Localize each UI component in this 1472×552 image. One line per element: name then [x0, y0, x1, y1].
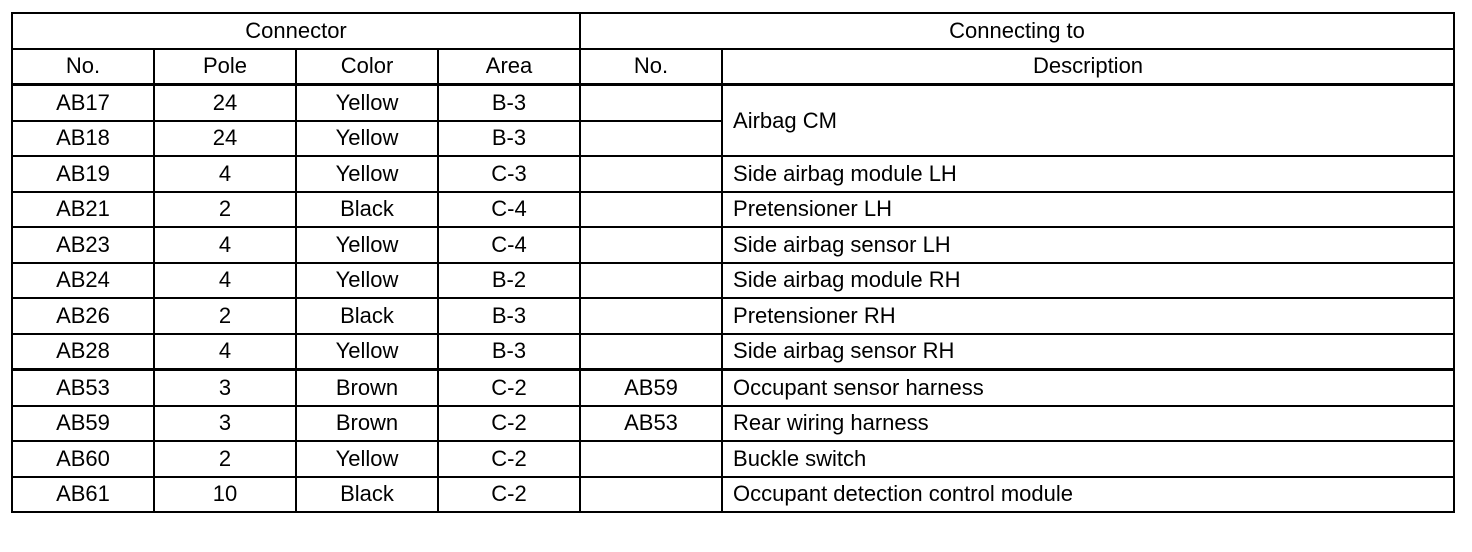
cell-pole: 3	[154, 406, 296, 442]
cell-description: Side airbag module LH	[722, 156, 1454, 192]
cell-pole: 4	[154, 263, 296, 299]
cell-conn-no	[580, 85, 722, 121]
table-row	[12, 406, 1454, 442]
table-row	[12, 156, 1454, 192]
table-row	[12, 298, 1454, 334]
cell-description: Airbag CM	[722, 85, 1454, 157]
table-row	[12, 263, 1454, 299]
cell-area: C-3	[438, 156, 580, 192]
cell-no: AB23	[12, 227, 154, 263]
table-row	[12, 441, 1454, 477]
cell-conn-no	[580, 298, 722, 334]
cell-pole: 4	[154, 334, 296, 370]
cell-pole: 24	[154, 85, 296, 121]
table-row	[12, 227, 1454, 263]
table-row	[12, 334, 1454, 370]
cell-description: Side airbag module RH	[722, 263, 1454, 299]
cell-conn-no: AB53	[580, 406, 722, 442]
cell-conn-no	[580, 227, 722, 263]
header-no: No.	[12, 49, 154, 85]
cell-description: Pretensioner LH	[722, 192, 1454, 228]
cell-color: Black	[296, 477, 438, 513]
cell-area: B-2	[438, 263, 580, 299]
cell-color: Yellow	[296, 121, 438, 157]
cell-area: B-3	[438, 85, 580, 121]
cell-conn-no	[580, 156, 722, 192]
cell-no: AB21	[12, 192, 154, 228]
cell-area: C-2	[438, 406, 580, 442]
cell-no: AB53	[12, 370, 154, 406]
header-row-groups	[12, 13, 1454, 49]
cell-no: AB61	[12, 477, 154, 513]
header-conn-no: No.	[580, 49, 722, 85]
cell-pole: 24	[154, 121, 296, 157]
header-pole: Pole	[154, 49, 296, 85]
connector-table	[11, 12, 1455, 513]
table-row	[12, 85, 1454, 121]
cell-area: C-2	[438, 370, 580, 406]
cell-color: Yellow	[296, 263, 438, 299]
cell-conn-no: AB59	[580, 370, 722, 406]
header-row-columns	[12, 49, 1454, 85]
cell-description: Occupant detection control module	[722, 477, 1454, 513]
cell-color: Yellow	[296, 441, 438, 477]
cell-no: AB60	[12, 441, 154, 477]
cell-conn-no	[580, 477, 722, 513]
cell-no: AB26	[12, 298, 154, 334]
cell-area: C-2	[438, 477, 580, 513]
cell-color: Yellow	[296, 334, 438, 370]
cell-pole: 2	[154, 441, 296, 477]
cell-description: Pretensioner RH	[722, 298, 1454, 334]
cell-color: Brown	[296, 370, 438, 406]
header-connecting-to: Connecting to	[580, 13, 1454, 49]
cell-pole: 2	[154, 192, 296, 228]
table-row	[12, 477, 1454, 513]
cell-conn-no	[580, 192, 722, 228]
cell-pole: 4	[154, 227, 296, 263]
cell-conn-no	[580, 441, 722, 477]
cell-no: AB17	[12, 85, 154, 121]
cell-pole: 4	[154, 156, 296, 192]
cell-area: B-3	[438, 121, 580, 157]
cell-no: AB18	[12, 121, 154, 157]
cell-color: Brown	[296, 406, 438, 442]
cell-no: AB24	[12, 263, 154, 299]
cell-description: Side airbag sensor LH	[722, 227, 1454, 263]
cell-no: AB28	[12, 334, 154, 370]
cell-pole: 10	[154, 477, 296, 513]
header-color: Color	[296, 49, 438, 85]
cell-description: Rear wiring harness	[722, 406, 1454, 442]
cell-area: C-4	[438, 227, 580, 263]
cell-area: B-3	[438, 334, 580, 370]
cell-description: Buckle switch	[722, 441, 1454, 477]
table-row	[12, 370, 1454, 406]
cell-color: Yellow	[296, 227, 438, 263]
cell-no: AB19	[12, 156, 154, 192]
cell-area: B-3	[438, 298, 580, 334]
cell-color: Black	[296, 298, 438, 334]
cell-description: Side airbag sensor RH	[722, 334, 1454, 370]
cell-description: Occupant sensor harness	[722, 370, 1454, 406]
cell-no: AB59	[12, 406, 154, 442]
header-description: Description	[722, 49, 1454, 85]
cell-color: Yellow	[296, 85, 438, 121]
cell-area: C-4	[438, 192, 580, 228]
cell-pole: 3	[154, 370, 296, 406]
cell-color: Black	[296, 192, 438, 228]
cell-pole: 2	[154, 298, 296, 334]
cell-conn-no	[580, 334, 722, 370]
header-area: Area	[438, 49, 580, 85]
cell-color: Yellow	[296, 156, 438, 192]
header-connector: Connector	[12, 13, 580, 49]
table-row	[12, 192, 1454, 228]
cell-conn-no	[580, 263, 722, 299]
cell-conn-no	[580, 121, 722, 157]
cell-area: C-2	[438, 441, 580, 477]
